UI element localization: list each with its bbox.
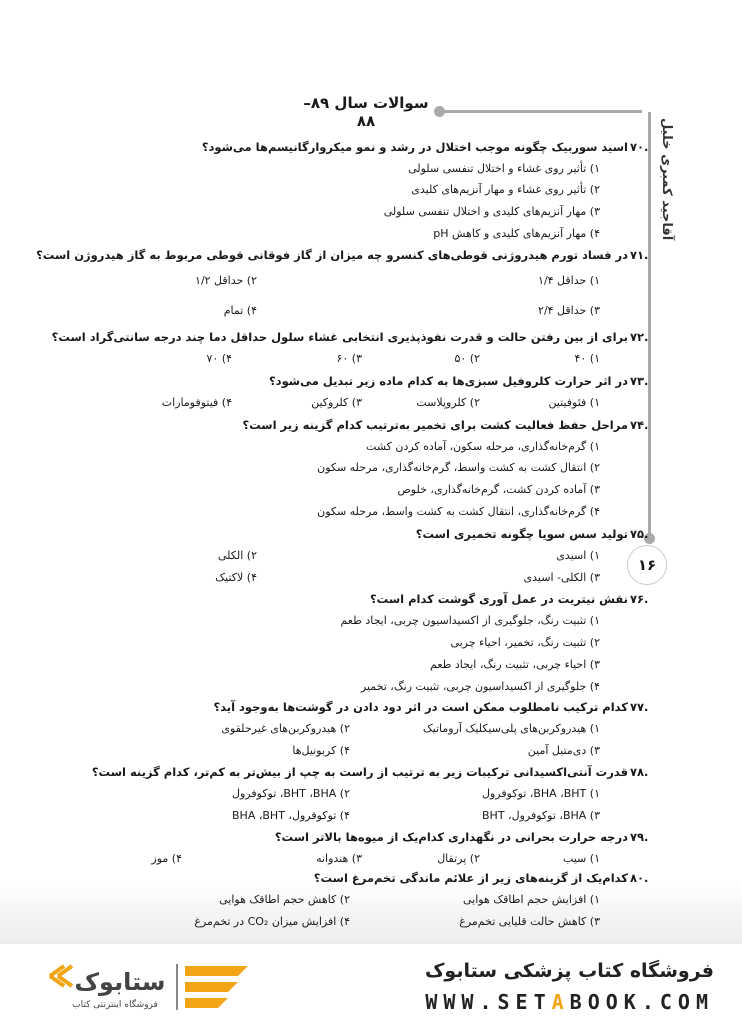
footer-banner — [0, 944, 742, 1024]
question-text: برای از بین رفتن حالت و قدرت نفوذپذیری انتخابی غشاء سلول حداقل دما چند درجه سانتی‌گراد است؟ — [51, 330, 628, 344]
logo-wordmark: ستابوک — [74, 968, 166, 996]
question-number: ۷۸. — [630, 765, 649, 779]
option: ۱) سیب — [562, 852, 600, 865]
option: ۱) تثبیت رنگ، جلوگیری از اکسیداسیون چربی، ایجاد طعم — [340, 614, 600, 627]
option: ۲) انتقال کشت به کشت واسط، گرم‌خانه‌گذاری، مرحله سکون — [317, 461, 600, 474]
option: ۱) حداقل ۱/۴ — [538, 274, 600, 287]
option: ۴) ۷۰ — [206, 352, 232, 365]
question-text: قدرت آنتی‌اکسیدانی ترکیبات زیر به ترتیب از راست به چپ از بیش‌تر به کم‌تر، کدام گزینه است؟ — [91, 765, 628, 779]
option: ۴) توکوفرول، BHA ،BHT — [232, 809, 350, 822]
question-number: ۷۳. — [630, 374, 649, 388]
option: ۱) ۴۰ — [574, 352, 600, 365]
side-rule — [648, 112, 651, 537]
option: ۲) BHT ،BHA، توکوفرول — [232, 787, 350, 800]
author-name: آقاجید کمبری خلیل — [659, 118, 674, 241]
question-number: ۷۶. — [630, 592, 649, 606]
question-text: کدام‌یک از گزینه‌های زیر از علائم ماندگی تخم‌مرغ است؟ — [313, 871, 628, 885]
option: ۱) اسیدی — [556, 549, 600, 562]
option: ۲) پرتقال — [437, 852, 480, 865]
option: ۴) لاکتیک — [215, 571, 257, 584]
option: ۴) موز — [151, 852, 182, 865]
option: ۴) جلوگیری از اکسیداسیون چربی، تثبیت رنگ، تخمیر — [360, 680, 600, 693]
option: ۱) افزایش حجم اطاقک هوایی — [463, 893, 600, 906]
option: ۴) گرم‌خانه‌گذاری، انتقال کشت به کشت واسط، مرحله سکون — [317, 505, 600, 518]
option: ۳) ۶۰ — [336, 352, 362, 365]
question-text: درجه حرارت بحرانی در نگهداری کدام‌یک از میوه‌ها بالاتر است؟ — [274, 830, 628, 844]
option: ۳) مهار آنزیم‌های کلیدی و اختلال تنفسی سلولی — [383, 205, 600, 218]
question-number: ۷۰. — [630, 140, 649, 154]
option: ۱) تأثیر روی غشاء و اختلال تنفسی سلولی — [408, 162, 600, 175]
option: ۳) هندوانه — [316, 852, 362, 865]
option: ۲) تثبیت رنگ، تخمیر، احیاء چربی — [450, 636, 600, 649]
header-rule — [440, 110, 642, 113]
store-website: WWW.SETABOOK.COM — [425, 990, 714, 1014]
question-number: ۷۷. — [630, 700, 649, 714]
question-text: در فساد تورم هیدروژنی قوطی‌های کنسرو چه میزان از گاز فوقانی قوطی مربوط به گاز هیدروژن است؟ — [36, 248, 628, 262]
option: ۴) افزایش میزان CO₂ در تخم‌مرغ — [194, 915, 350, 928]
option: ۴) فیتوفومارات — [161, 396, 232, 409]
header-rule-dot — [434, 106, 445, 117]
option: ۲) ۵۰ — [454, 352, 480, 365]
option: ۴) کربونیل‌ها — [292, 744, 350, 757]
option: ۱) فئوفیتین — [548, 396, 600, 409]
option: ۳) آماده کردن کشت، گرم‌خانه‌گذاری، خلوص — [397, 483, 600, 496]
option: ۴) مهار آنزیم‌های کلیدی و کاهش pH — [433, 227, 600, 240]
option: ۲) هیدروکربن‌های غیرحلقوی — [221, 722, 350, 735]
option: ۲) حداقل ۱/۲ — [195, 274, 257, 287]
option: ۱) هیدروکربن‌های پلی‌سیکلیک آروماتیک — [422, 722, 600, 735]
option: ۳) BHA، توکوفرول، BHT — [482, 809, 600, 822]
question-text: اسید سوربیک چگونه موجب اختلال در رشد و نمو میکروارگانیسم‌ها می‌شود؟ — [201, 140, 628, 154]
option: ۴) تمام — [223, 304, 257, 317]
question-number: ۸۰. — [630, 871, 649, 885]
question-number: ۷۱. — [630, 248, 649, 262]
option: ۱) گرم‌خانه‌گذاری، مرحله سکون، آماده کردن کشت — [366, 440, 600, 453]
store-name: فروشگاه کتاب پزشکی ستابوک — [424, 960, 714, 982]
question-text: مراحل حفظ فعالیت کشت برای تخمیر به‌ترتیب کدام گزینه زیر است؟ — [242, 418, 628, 432]
question-number: ۷۴. — [630, 418, 649, 432]
option: ۲) کاهش حجم اطاقک هوایی — [219, 893, 350, 906]
question-text: تولید سس سویا چگونه تخمیری است؟ — [415, 527, 628, 541]
question-number: ۷۵. — [630, 527, 649, 541]
question-number: ۷۲. — [630, 330, 649, 344]
logo-subtitle: فروشگاه اینترنتی کتاب — [72, 1000, 158, 1010]
option: ۲) کلروپلاست — [416, 396, 480, 409]
option: ۳) الکلی- اسیدی — [523, 571, 600, 584]
page-title: سوالات سال ۸۹–۸۸ — [303, 94, 429, 130]
option: ۳) حداقل ۲/۴ — [538, 304, 600, 317]
option: ۱) BHA ،BHT، توکوفرول — [482, 787, 600, 800]
option: ۳) دی‌متیل آمین — [527, 744, 600, 757]
option: ۲) الکلی — [217, 549, 257, 562]
option: ۲) تأثیر روی غشاء و مهار آنزیم‌های کلیدی — [411, 183, 600, 196]
option: ۳) کلروکین — [311, 396, 362, 409]
question-text: نقش نیتریت در عمل آوری گوشت کدام است؟ — [369, 592, 628, 606]
question-text: کدام ترکیب نامطلوب ممکن است در اثر دود دادن در گوشت‌ها به‌وجود آید؟ — [213, 700, 628, 714]
page-bottom-shade — [0, 880, 742, 944]
option: ۳) کاهش حالت قلیایی تخم‌مرغ — [459, 915, 600, 928]
question-text: در اثر حرارت کلروفیل سبزی‌ها به کدام ماده زیر تبدیل می‌شود؟ — [269, 374, 628, 388]
page-number: ۱۶ — [627, 545, 667, 585]
option: ۳) احیاء چربی، تثبیت رنگ، ایجاد طعم — [430, 658, 600, 671]
question-number: ۷۹. — [630, 830, 649, 844]
